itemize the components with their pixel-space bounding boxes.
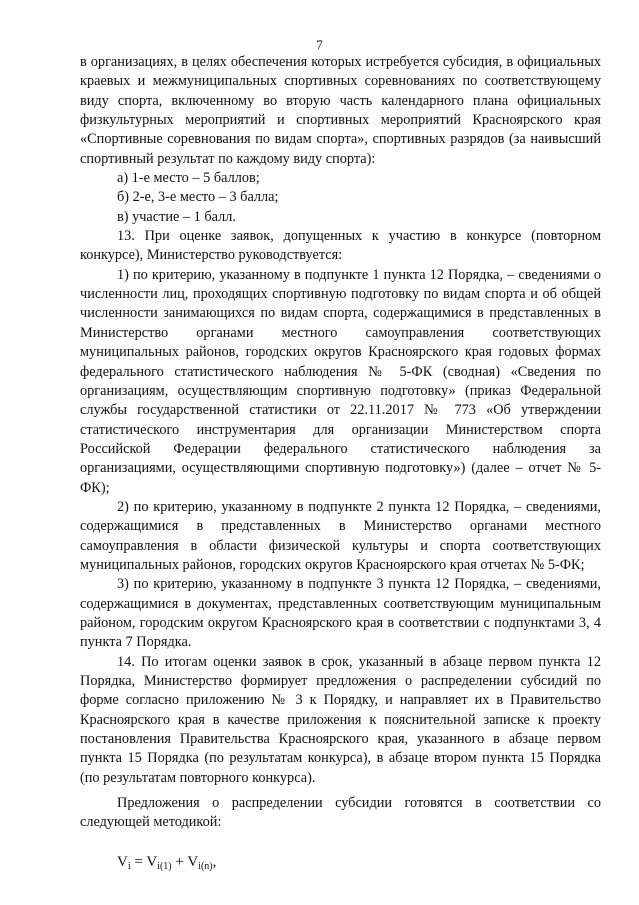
page-number: 7 — [316, 37, 323, 52]
paragraph-clause-13: 13. При оценке заявок, допущенных к участию в конкурсе (повторном конкурсе), Министерство руководствуется: — [80, 228, 601, 264]
formula-tail: , — [212, 853, 217, 870]
formula-equals: = — [130, 853, 147, 870]
formula-term-2: V — [187, 853, 199, 870]
paragraph-continuation: в организациях, в целях обеспечения которых истребуется субсидия, в официальных краевых и межмуниципальных спортивных соревнованиях по соответствующему виду спорта, включенному во вторую часть календарного плана официальных физкультурных мероприятий и спортивных мероприятий Красноярского края «Спортивные соревнования по видам спорта», спортивных разрядов (за наивысший спортивный результат по каждому виду спорта): — [80, 54, 601, 167]
formula-term-2-sub: i(n) — [198, 860, 213, 872]
formula — [117, 852, 601, 872]
paragraph-criterion-2: 2) по критерию, указанному в подпункте 2 пункта 12 Порядка, – сведениями, содержащимися в представленных в Министерство органами местного самоуправления в области физической культуры и спорта соответствующих муниципальных районов, городских округов Красноярского края отчетах № 5-ФК; — [80, 498, 601, 573]
document-body — [80, 53, 601, 872]
paragraph-criterion-3: 3) по критерию, указанному в подпункте 3 пункта 12 Порядка, – сведениями, содержащимися в документах, представленных соответствующим муниципальным районом, городским округом Красноярского края в соответствии с подпунктами 3, 4 пункта 7 Порядка. — [80, 576, 601, 651]
formula-term-1: V — [146, 853, 158, 870]
formula-plus: + — [171, 853, 188, 870]
formula-lhs: V — [117, 853, 128, 870]
list-item-participation: в) участие – 1 балл. — [117, 208, 236, 225]
list-item-first-place: а) 1-е место – 5 баллов; — [117, 170, 260, 187]
formula-lhs-sub: i — [127, 860, 131, 872]
paragraph-methodology-intro: Предложения о распределении субсидии готовятся в соответствии со следующей методикой: — [80, 795, 601, 831]
paragraph-clause-14: 14. По итогам оценки заявок в срок, указанный в абзаце первом пункта 12 Порядка, Министерство формирует предложения о распределении субсидий по форме согласно приложению № 3 к Порядку, и направляет их в Правительство Красноярского края в качестве приложения к пояснительной записке к проекту постановления Правительства Красноярского края, указанного в абзаце первом пункта 15 Порядка (по результатам конкурса), в абзаце втором пункта 15 Порядка (по результатам повторного конкурса). — [80, 653, 601, 786]
formula-term-1-sub: i(1) — [157, 860, 172, 872]
list-item-second-third-place: б) 2-е, 3-е место – 3 балла; — [117, 189, 279, 206]
paragraph-criterion-1: 1) по критерию, указанному в подпункте 1 пункта 12 Порядка, – сведениями о численности лиц, проходящих спортивную подготовку по видам спорта и об общей численности занимающихся по видам спорта, содержащимися в представленных в Министерство органами местного самоуправления соответствующих муниципальных районов, городских округов Красноярского края годовых формах федерального статистического наблюдения № 5-ФК (сводная) «Сведения по организациям, осуществляющим спортивную подготовку» (приказ Федеральной службы государственной статистики от 22.11.2017 № 773 «Об утверждении статистического инструментария для организации Министерством спорта Российской Федерации федерального статистического наблюдения за организациями, осуществляющими спортивную подготовку») (далее – отчет № 5-ФК); — [80, 266, 601, 496]
